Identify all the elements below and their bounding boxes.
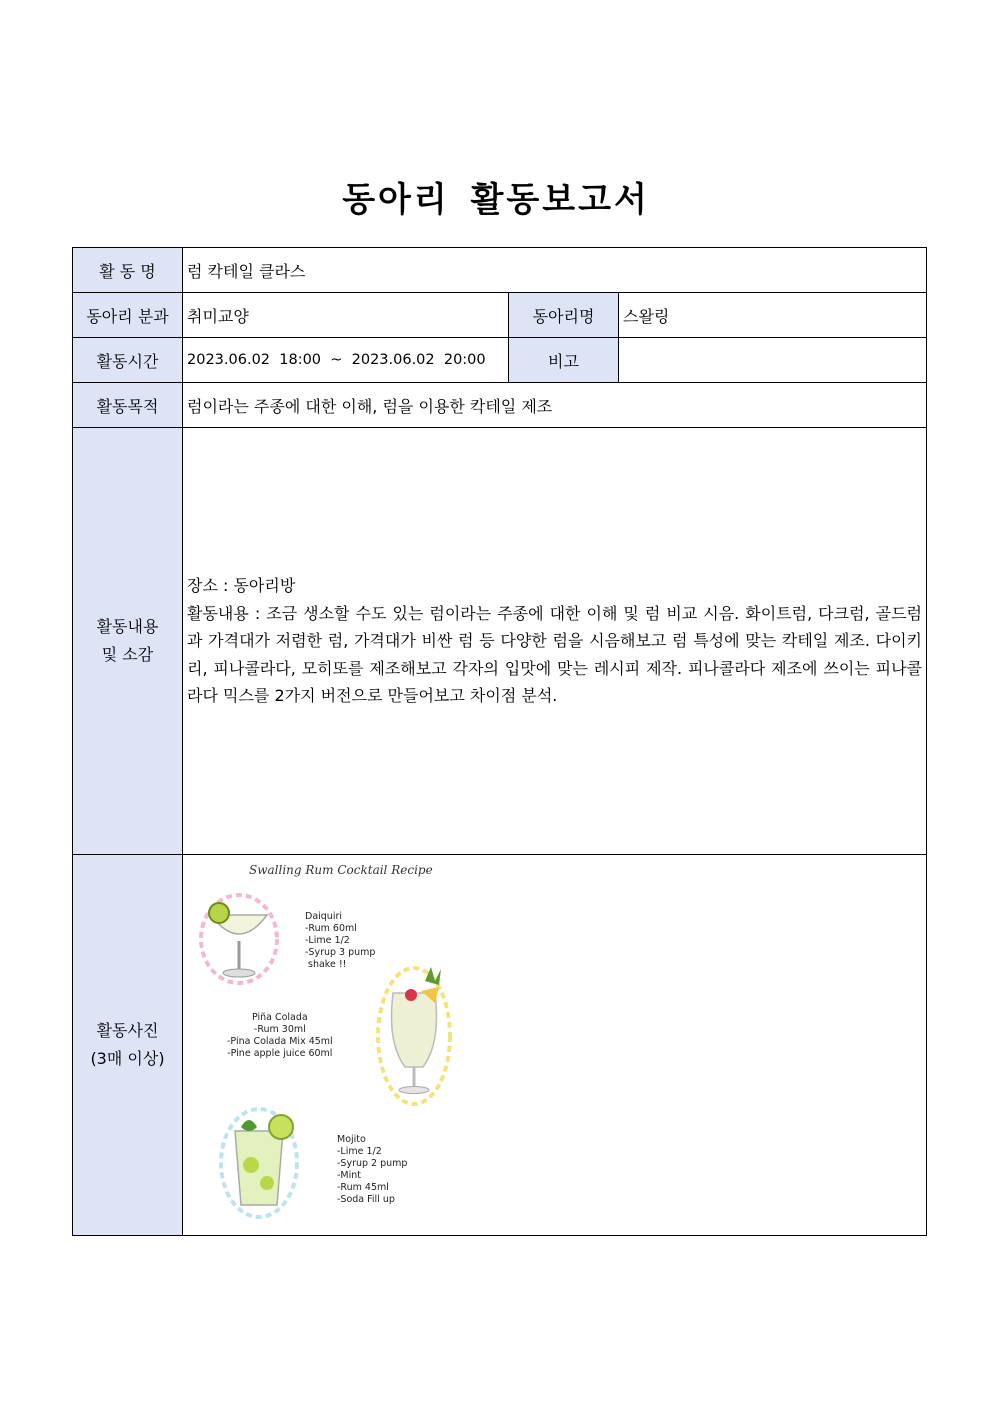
activity-name-value: 럼 칵테일 클라스 [183,248,927,293]
club-category-label: 동아리 분과 [73,293,183,338]
activity-place: 장소 : 동아리방 [187,576,296,596]
row-activity-name [73,248,927,293]
row-activity-content [73,428,927,855]
remarks-value [619,338,927,383]
row-activity-time [73,338,927,383]
daiquiri-recipe: Daiquiri -Rum 60ml -Lime 1/2 -Syrup 3 pump shake !! [305,911,376,970]
activity-time-label: 활동시간 [73,338,183,383]
activity-photos-label-line2: (3매 이상) [90,1049,165,1068]
club-category-value: 취미교양 [183,293,509,338]
activity-content-label-line2: 및 소감 [101,645,154,664]
report-table [72,247,927,1236]
club-name-value: 스왈링 [619,293,927,338]
document-title: 동아리 활동보고서 [342,180,650,220]
activity-time-value: 2023.06.02 18:00 ~ 2023.06.02 20:00 [183,338,509,383]
row-activity-photos [73,855,927,1236]
activity-content-label-line1: 활동내용 [96,617,159,636]
mojito-glass-icon [217,1105,301,1221]
activity-purpose-label: 활동목적 [73,383,183,428]
row-activity-purpose [73,383,927,428]
activity-purpose-value: 럼이라는 주종에 대한 이해, 럼을 이용한 칵테일 제조 [183,383,927,428]
club-name-label: 동아리명 [509,293,619,338]
activity-content-label [73,428,183,855]
pina-colada-glass-icon [373,963,455,1109]
activity-photo-cell [183,855,927,1236]
activity-name-label: 활 동 명 [73,248,183,293]
activity-photos-label [73,855,183,1236]
recipe-heading: Swalling Rum Cocktail Recipe [249,863,433,877]
daiquiri-glass-icon [197,893,281,987]
pina-colada-recipe: Piña Colada -Rum 30ml -Pina Colada Mix 45ml -Pine apple juice 60ml [227,1012,333,1059]
recipe-collage-image [183,855,926,1235]
mojito-recipe: Mojito -Lime 1/2 -Syrup 2 pump -Mint -Rum 45ml -Soda Fill up [337,1134,408,1205]
activity-description: 활동내용 : 조금 생소할 수도 있는 럼이라는 주종에 대한 이해 및 럼 비교 시음. 화이트럼, 다크럼, 골드럼과 가격대가 저렴한 럼, 가격대가 비싼 럼 등 다양한 럼을 시음해보고 럼 특성에 맞는 칵테일 제조. 다이키리, 피나콜라다, 모히또를 제조해보고 각자의 입맛에 맞는 레시피 제작. 피나콜라다 제조에 쓰이는 피나콜라다 믹스를 2가지 버전으로 만들어보고 차이점 분석. [187,603,923,706]
activity-photos-label-line1: 활동사진 [96,1021,159,1040]
row-club [73,293,927,338]
remarks-label: 비고 [509,338,619,383]
activity-content-value [183,428,927,855]
